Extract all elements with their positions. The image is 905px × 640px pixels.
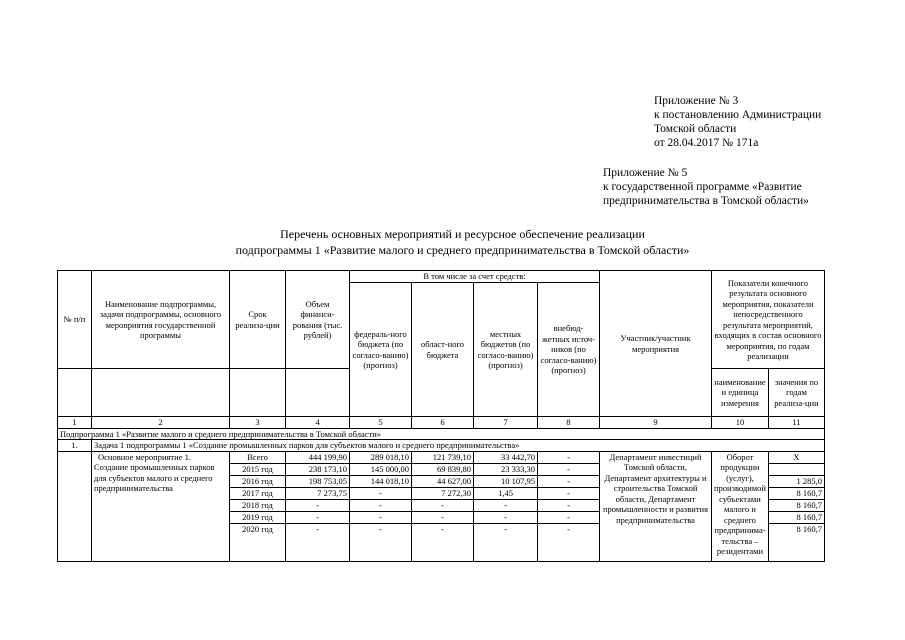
column-number-row [58,417,825,429]
row-volume: - [286,523,350,561]
header-sources: В том числе за счет средств: [350,271,600,283]
row-regional: - [412,499,474,511]
row-value: 8 160,7 [768,487,824,499]
row-local: 23 333,30 [474,463,538,475]
appendix-3-line3: Томской области [654,123,737,135]
appendix-5-line3: предпринимательства в Томской области» [603,195,809,207]
column-number: 4 [286,417,350,429]
row-volume: 444 199,90 [286,451,350,463]
task-num: 1. [58,440,92,452]
page-title-line2: подпрограммы 1 «Развитие малого и среднего предпринимательства в Томской области» [235,243,690,257]
header-local: местных бюджетов (по согласо-ванию) (прогноз) [474,283,538,417]
row-value: 8 160,7 [768,523,824,561]
row-federal: - [350,511,412,523]
header-name-cont [92,369,230,417]
table-row [58,451,825,463]
row-off: - [538,475,600,487]
page-title-line1: Перечень основных мероприятий и ресурсное обеспечение реализации [280,227,645,241]
row-off: - [538,523,600,561]
row-off: - [538,463,600,475]
header-indicator-values: значения по годам реализа-ции [768,369,824,417]
row-federal: 144 018,10 [350,475,412,487]
column-number: 2 [92,417,230,429]
row-volume: - [286,499,350,511]
header-offbudget: внебюд-жетных источ-ников (по согласо-ванию) (прогноз) [538,283,600,417]
row-value: Х [768,451,824,463]
row-regional: 44 627,00 [412,475,474,487]
measure-indicator: Оборот продукции (услуг), производимой субъектами малого и среднего предпринима-тельства – резидентами [712,451,769,561]
row-regional: - [412,523,474,561]
column-number: 8 [538,417,600,429]
page-title [100,226,825,258]
row-federal: 145 000,00 [350,463,412,475]
header-participant: Участник/участник мероприятия [600,271,712,417]
row-local: 1,45 [474,487,538,499]
row-local: - [474,511,538,523]
subprogram-row: Подпрограмма 1 «Развитие малого и среднего предпринимательства в Томской области» [58,428,825,440]
column-number: 9 [600,417,712,429]
appendix-3-line2: к постановлению Администрации [654,109,822,121]
row-federal: - [350,487,412,499]
row-value: 8 160,7 [768,499,824,511]
column-number: 3 [230,417,286,429]
row-volume: 238 173,10 [286,463,350,475]
column-number: 10 [712,417,769,429]
column-number: 5 [350,417,412,429]
row-off: - [538,499,600,511]
header-federal: федераль-ного бюджета (по согласо-ванию) (прогноз) [350,283,412,417]
row-federal: - [350,499,412,511]
header-term: Срок реализа-ции [230,271,286,369]
appendix-3-line4: от 28.04.2017 № 171а [654,137,759,149]
row-regional: 7 272,30 [412,487,474,499]
appendix-5-line1: Приложение № 5 [603,167,688,179]
row-off: - [538,451,600,463]
row-term: 2015 год [230,463,286,475]
row-value [768,463,824,475]
measures-table [57,270,825,562]
header-num-cont [58,369,92,417]
row-off: - [538,511,600,523]
row-local: - [474,499,538,511]
row-term: 2017 год [230,487,286,499]
row-off: - [538,487,600,499]
row-local: - [474,523,538,561]
task-row: Задача 1 подпрограммы 1 «Создание промышленных парков для субъектов малого и среднего предпринимательства» [92,440,825,452]
row-regional: 121 739,10 [412,451,474,463]
header-volume-cont [286,369,350,417]
header-num: № п/п [58,271,92,369]
row-regional: 69 839,80 [412,463,474,475]
appendix-3-line1: Приложение № 3 [654,95,739,107]
header-indicators: Показатели конечного результата основного мероприятия, показатели непосредственного результата мероприятий, входящих в состав основного мероприятия, по годам реализации [712,271,825,369]
appendix-5-block [603,166,845,208]
row-term: 2016 год [230,475,286,487]
appendix-3-block [654,94,821,150]
column-number: 11 [768,417,824,429]
header-volume: Объем финанси-рования (тыс. рублей) [286,271,350,369]
measure-name-rest: Создание промышленных парков для субъектов малого и среднего предпринимательства [94,462,215,493]
header-regional: област-ного бюджета [412,283,474,417]
row-local: 33 442,70 [474,451,538,463]
row-regional: - [412,511,474,523]
row-term: Всего [230,451,286,463]
row-volume: 7 273,75 [286,487,350,499]
row-federal: - [350,523,412,561]
row-term: 2020 год [230,523,286,561]
row-volume: 198 753,05 [286,475,350,487]
header-name: Наименование подпрограммы, задачи подпрограммы, основного мероприятия государственной программы [92,271,230,369]
appendix-5-line2: к государственной программе «Развитие [603,181,802,193]
column-number: 6 [412,417,474,429]
row-federal: 289 018,10 [350,451,412,463]
column-number: 7 [474,417,538,429]
column-number: 1 [58,417,92,429]
measure-name [92,451,230,561]
row-value: 8 160,7 [768,511,824,523]
measure-participant: Департамент инвестиций Томской области, Департамент архитектуры и строительства Томской области, Департамент промышленности и развития предпринимательства [600,451,712,561]
row-local: 10 107,95 [474,475,538,487]
row-value: 1 285,0 [768,475,824,487]
measure-num [58,451,92,561]
row-term: 2018 год [230,499,286,511]
header-term-cont [230,369,286,417]
header-indicator-name: наименование и единица измерения [712,369,769,417]
row-volume: - [286,511,350,523]
measure-name-line1: Основное мероприятие 1. [98,451,191,462]
row-term: 2019 год [230,511,286,523]
